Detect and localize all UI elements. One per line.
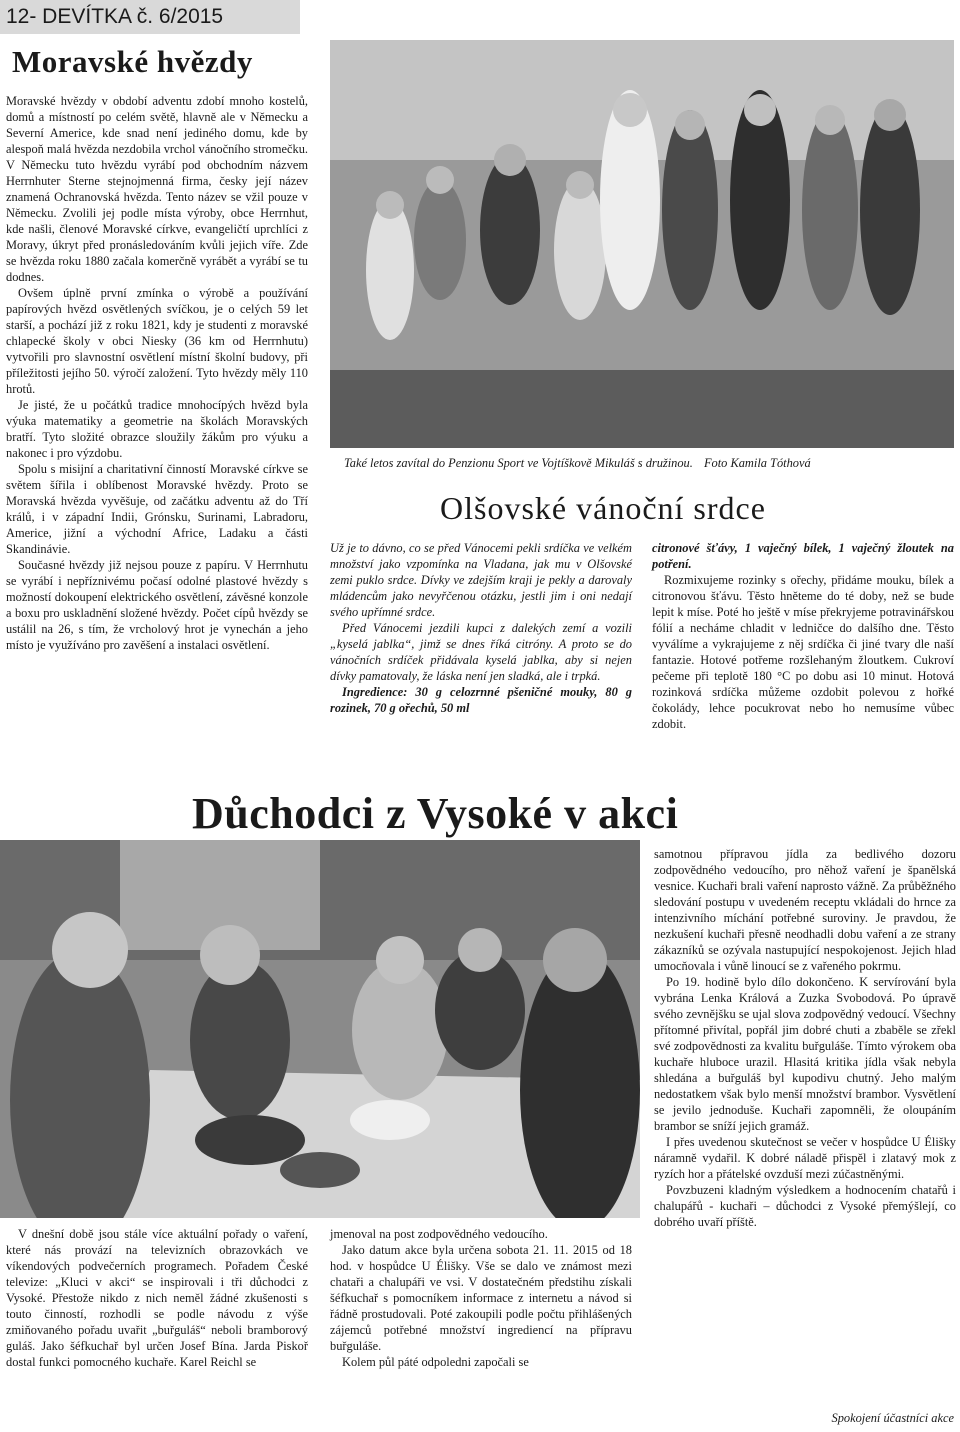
paragraph: Jako datum akce byla určena sobota 21. 11. 2015 od 18 hod. v hospůdce U Élišky. Vše se dalo ve známost mezi chataři a chalupáři ve vsi. V dostatečném předstihu získali šéfkuchař s pomocníkem informace z internetu a návod si řádně prostudovali. Poté zakoupili podle počtu přihlášených zájemců potřebné množství ingrediencí na přípravu buřguláše. xyxy=(330,1243,632,1353)
paragraph: Už je to dávno, co se před Vánocemi pekli srdíčka ve velkém množství jako vzpomínka na Vladana, jak mu v Olšovské zemi puklo srdce. Dívky ve zdejším kraji je pekly a darovaly mládencům jako nevyřčenou otázku, jestli jim i oni nedají svého upřímné srdce. xyxy=(330,541,632,619)
article3-col3 xyxy=(654,846,956,1230)
ingredients-part2: citronové šťávy, 1 vaječný bílek, 1 vaječný žloutek na potření. xyxy=(652,541,954,571)
photo-mikulas-illustration xyxy=(330,40,954,448)
article3-col1 xyxy=(6,1226,308,1370)
paragraph: Moravské hvězdy v období adventu zdobí mnoho kostelů, domů a místností po celém světě, hlavně ale v Německu a Severní Americe, kde snad není jediného domu, kde by alespoň malá hvězda nezdobila vrchol vánočního stromečku. V Německu tuto hvězdu vyrábí pod obchodním názvem Herrnhuter Sterne stejnojmenná firma, česky její název znamená Ochranovská hvězda. Tento název se vžil pouze v Německu. Zvolili jej podle místa výroby, obce Herrnhut, kde našli, členové Moravské církve, evangeličtí uprchlíci z Moravy, úkryt před pronásledováním kvůli jejich víře. Zde se hvězda roku 1880 začala komerčně vyrábět a vyrábí se tu dodnes. xyxy=(6,94,308,284)
paragraph: Povzbuzeni kladným výsledkem a hodnocením chatařů i chalupářů - kuchaři – důchodci z Vysoké přemýšlejí, co dobrého uvaří příště. xyxy=(654,1183,956,1229)
photo1-caption-row xyxy=(344,456,954,471)
article2-col1 xyxy=(330,540,632,716)
paragraph: Je jisté, že u počátků tradice mnohocípých hvězd byla výuka matematiky a geometrie na školách Moravských bratří. Tyto složité obrazce sloužily žákům pro výuku a nakonec i pro výzdobu. xyxy=(6,398,308,460)
article2-col2 xyxy=(652,540,954,732)
paragraph: Ovšem úplně první zmínka o výrobě a používání papírových hvězd osvětlených svíčkou, je o celých 59 let starší, a pochází již z roku 1821, kdy je studenti z moravské chlapecké školy v obci Niesky (36 km od Herrnhutu) vytvořili pro slavnostní osvětlení místní školní budovy, při příležitosti jejího 50. výročí založení. Tyto hvězdy měly 110 hrotů. xyxy=(6,286,308,396)
paragraph: samotnou přípravou jídla za bedlivého dozoru zodpovědného vedoucího, pro něhož vaření je španělská vesnice. Kuchaři brali vaření naprosto vážně. Za průběžného sledování postupu v uvedeném receptu vkládali do hrnce za intenzivního míchání potřebné suroviny. Je pravdou, že nezkušení kuchaři přesně neodhadli dobu vaření a ze strany zákazníků se ozývala nastupující nespokojenost. Jejich hlad umocňovala i vůně linoucí se z vařeného pokrmu. xyxy=(654,847,956,973)
recipe-method: Rozmixujeme rozinky s ořechy, přidáme mouku, bílek a citronovou šťávu. Těsto hněteme do té doby, než se bude lepit k míse. Poté ho ještě v míse překryjeme potravinářskou fólií a necháme chladit v ledničce do dalšího dne. Těsto vyválíme a vykrajujeme z něj srdíčka či jiné tvary dle naší fantazie. Hotové potřeme rozšlehaným žloutkem. Cukroví pečeme při teplotě 180 °C po dobu asi 10 minut. Hotová rozinková srdíčka můžeme ozdobit polevou z hořké čokolády, lehce pocukrovat nebo ho nemusíme vůbec zdobit. xyxy=(652,573,954,731)
article-title-olsovske-srdce: Olšovské vánoční srdce xyxy=(440,490,766,526)
paragraph: Před Vánocemi jezdili kupci z dalekých zemí a vozili „kyselá jablka“, jimž se dnes říká citróny. A proto se do vánočních srdíček přidávala kyselá jablka, aby si nejen dívky pamatovaly, že láska není jen sladká, ale i trpká. xyxy=(330,621,632,683)
photo-duchodci-illustration xyxy=(0,840,640,1218)
article-title-moravske-hvezdy: Moravské hvězdy xyxy=(12,44,253,79)
photo1-caption: Také letos zavítal do Penzionu Sport ve Vojtíškově Mikuláš s družinou. xyxy=(344,456,693,470)
photo2-caption: Spokojení účastníci akce xyxy=(831,1411,954,1425)
article-body-moravske-hvezdy xyxy=(6,93,308,653)
paragraph: Kolem půl páté odpoledni započali se xyxy=(342,1355,529,1369)
article3-col2 xyxy=(330,1226,632,1370)
page-header: 12- DEVÍTKA č. 6/2015 xyxy=(0,0,300,34)
article-title-duchodci: Důchodci z Vysoké v akci xyxy=(192,789,679,838)
paragraph: V dnešní době jsou stále více aktuální pořady o vaření, které nás provází na televizních obrazovkách ve víkendových podvečerních programech. Pořadem České televize: „Kluci v akci“ se inspirovali i tři důchodci z Vysoké. Přestože nikdo z nich neměl žádné zkušenosti s touto činností, rozhodli se podle návodu z výše zmiňovaného pořadu uvařit „buřguláš“ neboli bramborový guláš. Jako šéfkuchař byl určen Josef Bína. Jarda Piskoř dostal funkci pomocného kuchaře. Karel Reichl se xyxy=(6,1227,308,1369)
paragraph: Po 19. hodině bylo dílo dokončeno. K servírování byla vybrána Lenka Králová a Zuzka Svobodová. Po úpravě svého zevnějšku se ujal slova zodpovědný vedoucí. Všechny přítomné přivítal, popřál jim dobré chuti a zbaběle se zřekl své zodpovědnosti za kvalitu buřguláše. Tímto výrokem oba kuchaře hluboce urazil. Hlasitá kritika jídla však nebyla shledána a buřguláš byl kupodivu chutný. Jeho malým nedostatkem však bylo menší množství brambor. Vysvětlení se jevilo jednoduše. Kuchaři zapomněli, že oloupáním brambor se sníží jejich gramáž. xyxy=(654,975,956,1133)
paragraph: Současné hvězdy již nejsou pouze z papíru. V Herrnhutu se vyrábí i nepříznivému počasí odolné plastové hvězdy s možností dokoupení elektrického osvětlení, závěsné konzole a boxu pro uskladnění složené hvězdy. Počet cípů hvězdy se ustálil na 26, s tím, že vrcholový hrot je vynechán a jeho místo je využíváno pro zavěšení a instalaci osvětlení. xyxy=(6,558,308,652)
photo-duchodci-table xyxy=(0,840,640,1218)
paragraph: I přes uvedenou skutečnost se večer v hospůdce U Élišky náramně vydařil. K dobré náladě přispěl i zlatavý mok z ryzích hor a přátelské ovzduší mezi zúčastněnými. xyxy=(654,1135,956,1181)
paragraph: jmenoval na post zodpovědného vedoucího. xyxy=(330,1227,548,1241)
photo-mikulas-group xyxy=(330,40,954,448)
ingredients-part1: Ingredience: 30 g celozrnné pšeničné mouky, 80 g rozinek, 70 g ořechů, 50 ml xyxy=(330,685,632,715)
paragraph: Spolu s misijní a charitativní činností Moravské církve se světem šířila i oblíbenost Moravské hvězdy. Proto se Moravská hvězda vyvěšuje, od začátku adventu až do Tří králů, i v západní Indii, Grónsku, Surinami, Labradoru, Americe, jižní a východní Africe, Ladaku a části Skandinávie. xyxy=(6,462,308,556)
photo1-credit: Foto Kamila Tóthová xyxy=(703,456,811,470)
